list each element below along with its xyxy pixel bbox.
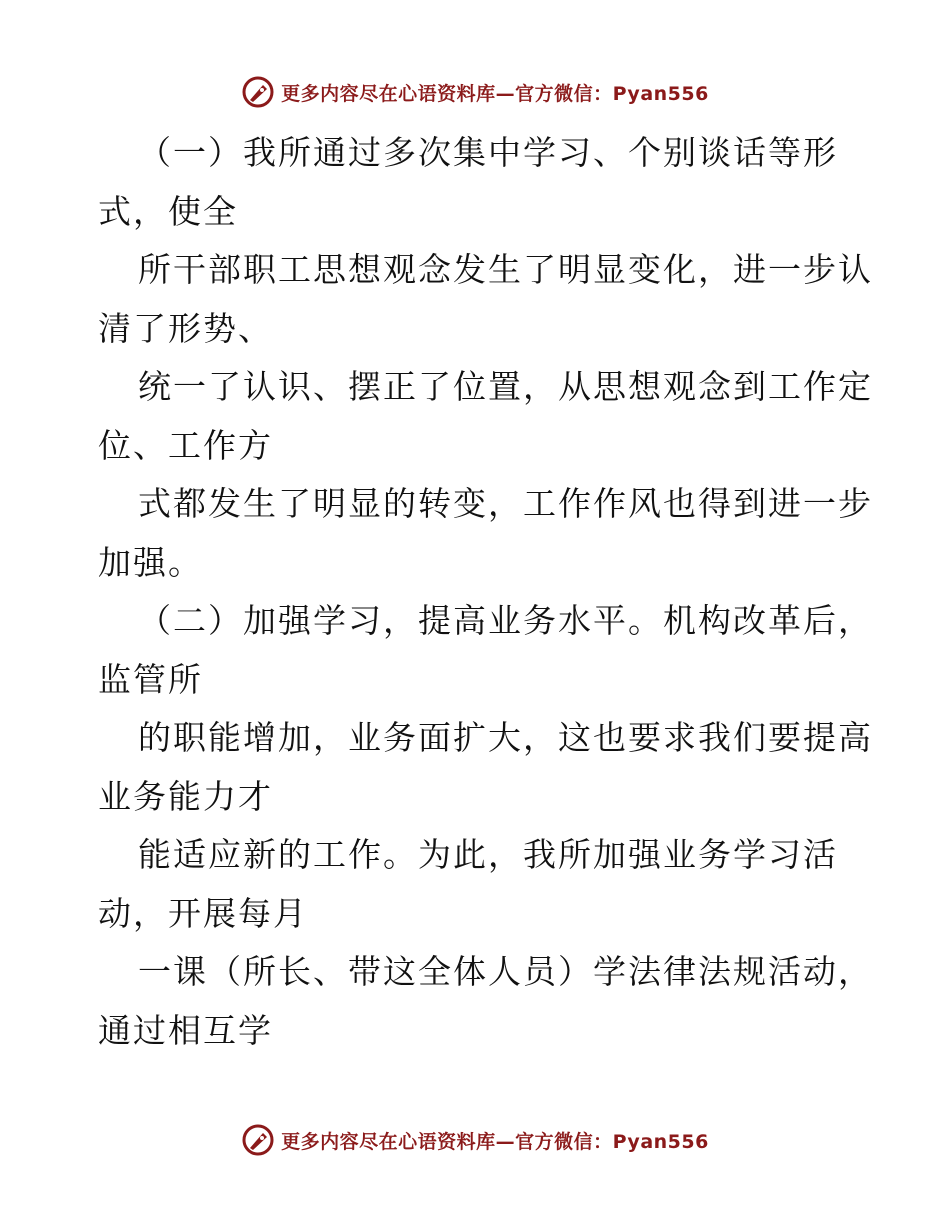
text-line: 能适应新的工作。为此，我所加强业务学习活 — [138, 835, 838, 874]
pen-nib-logo-icon — [241, 1123, 275, 1157]
text-line: 监管所 — [98, 659, 203, 699]
text-line: 所干部职工思想观念发生了明显变化，进一步认 — [138, 250, 873, 289]
text-line: 式，使全 — [98, 191, 238, 231]
text-line: （二）加强学习，提高业务水平。机构改革后， — [138, 601, 873, 640]
text-line: 位、工作方 — [98, 425, 273, 465]
document-body — [98, 124, 873, 1060]
text-line: 式都发生了明显的转变，工作作风也得到进一步 — [138, 484, 873, 523]
text-line: 加强。 — [98, 542, 203, 582]
text-line: （一）我所通过多次集中学习、个别谈话等形 — [138, 133, 838, 172]
header-banner — [0, 72, 950, 112]
text-line: 业务能力才 — [98, 776, 273, 816]
footer-banner-text: 更多内容尽在心语资料库—官方微信：Pyan556 — [281, 1130, 709, 1153]
text-line: 统一了认识、摆正了位置，从思想观念到工作定 — [138, 367, 873, 406]
header-banner-text: 更多内容尽在心语资料库—官方微信：Pyan556 — [281, 82, 709, 105]
footer-banner — [0, 1120, 950, 1160]
pen-nib-logo-icon — [241, 75, 275, 109]
text-line: 动，开展每月 — [98, 893, 308, 933]
text-line: 清了形势、 — [98, 308, 273, 348]
text-line: 的职能增加，业务面扩大，这也要求我们要提高 — [138, 718, 873, 757]
text-line: 一课（所长、带这全体人员）学法律法规活动， — [138, 952, 873, 991]
text-line: 通过相互学 — [98, 1010, 273, 1050]
